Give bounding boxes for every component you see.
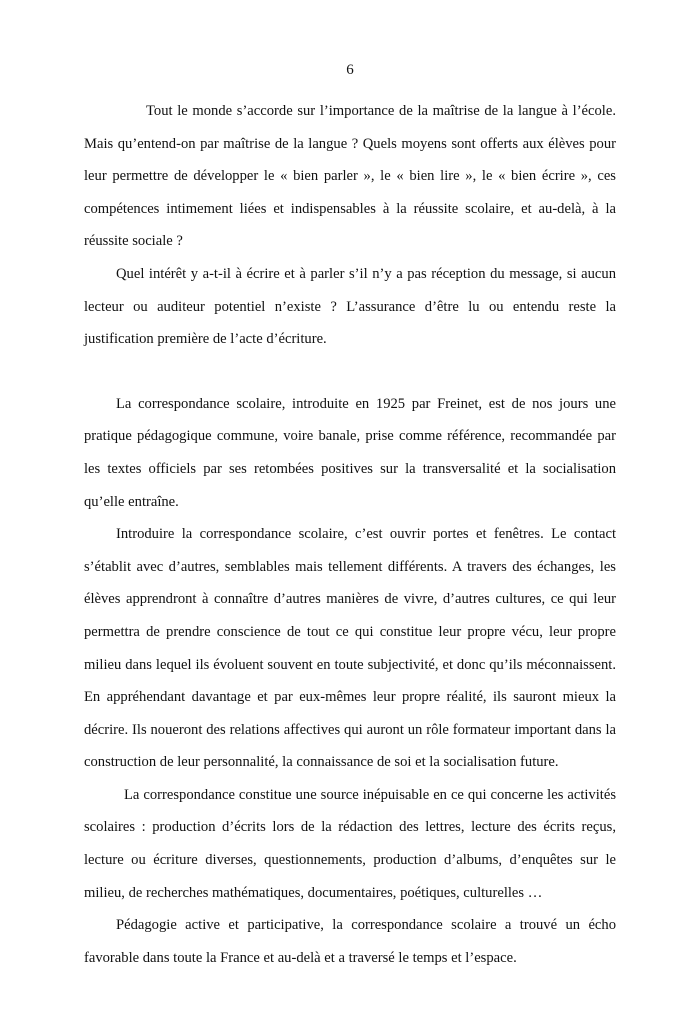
paragraph-5: La correspondance constitue une source inépuisable en ce qui concerne les activités scolaires : production d’écrits lors de la rédaction des lettres, lecture des écrits reçus, lecture ou écriture diverses, questionnements, production d’albums, d’enquêtes sur le milieu, de recherches mathématiques, documentaires, poétiques, culturelles … [84, 786, 616, 901]
paragraph-3: La correspondance scolaire, introduite en 1925 par Freinet, est de nos jours une pratique pédagogique commune, voire banale, prise comme référence, recommandée par les textes officiels par ses retombées positives sur la transversalité et la socialisation qu’elle entraîne. [84, 395, 616, 510]
section-gap [84, 356, 616, 388]
paragraph-1: Tout le monde s’accorde sur l’importance de la maîtrise de la langue à l’école. Mais qu’entend-on par maîtrise de la langue ? Quels moyens sont offerts aux élèves pour leur permettre de développer le « bien parler », le « bien lire », le « bien écrire », ces compétences intimement liées et indispensables à la réussite scolaire, et au-delà, à la réussite sociale ? [84, 103, 616, 250]
paragraph-2: Quel intérêt y a-t-il à écrire et à parler s’il n’y a pas réception du message, si aucun lecteur ou auditeur potentiel n’existe ? L’assurance d’être lu ou entendu reste la justification première de l’acte d’écriture. [84, 265, 616, 348]
page-number: 6 [346, 62, 354, 78]
paragraph-6: Pédagogie active et participative, la correspondance scolaire a trouvé un écho favorable dans toute la France et au-delà et a traversé le temps et l’espace. [84, 917, 616, 966]
paragraph-4: Introduire la correspondance scolaire, c’est ouvrir portes et fenêtres. Le contact s’établit avec d’autres, semblables mais tellement différents. A travers des échanges, les élèves apprendront à connaître d’autres manières de vivre, d’autres cultures, ce qui leur permettra de prendre conscience de tout ce qui constitue leur propre vécu, leur propre milieu dans lequel ils évoluent souvent en toute subjectivité, et donc qu’ils méconnaissent. En appréhendant davantage et par eux-mêmes leur propre réalité, ils sauront mieux la décrire. Ils noueront des relations affectives qui auront un rôle formateur important dans la construction de leur personnalité, la connaissance de soi et la socialisation future. [84, 526, 616, 771]
body-text [84, 95, 616, 974]
